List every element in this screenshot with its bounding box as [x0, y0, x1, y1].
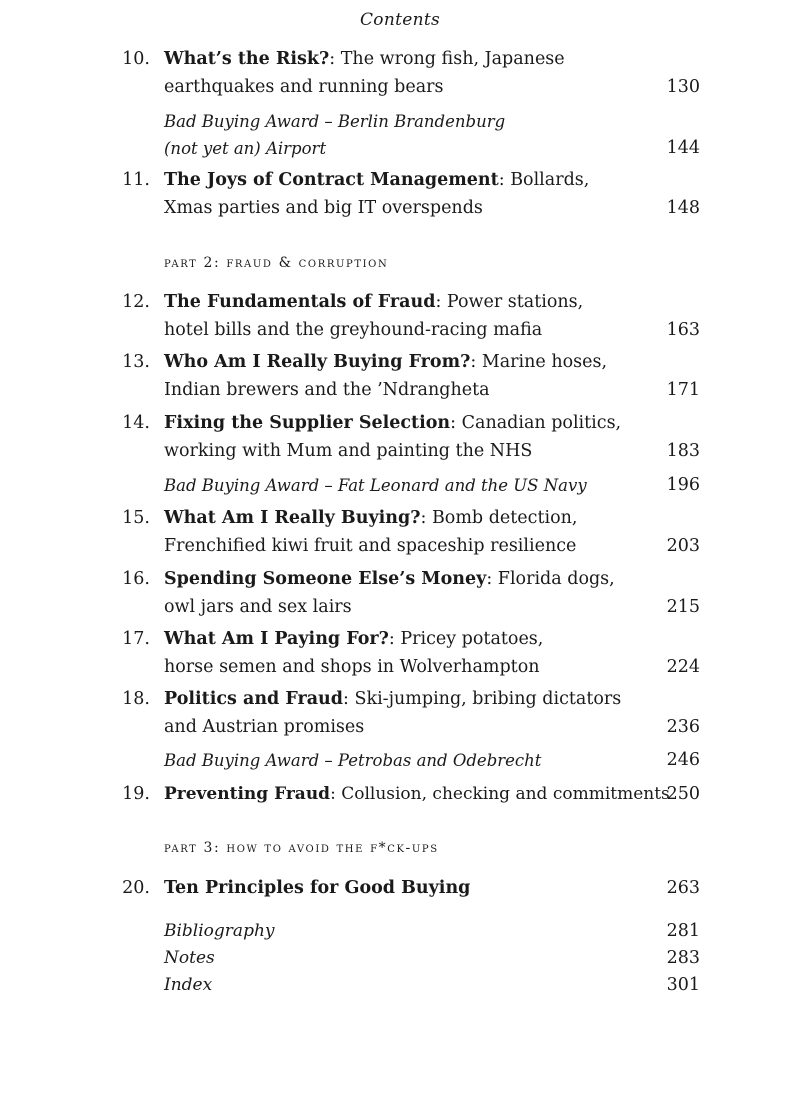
chapter-number: 20. [122, 878, 150, 898]
chapter-title-bold: Preventing Fraud [164, 784, 331, 804]
chapter-title [164, 505, 577, 532]
chapter-title [164, 349, 607, 376]
chapter-number: 13. [122, 352, 150, 372]
back-matter-label: Index [164, 975, 213, 995]
chapter-subtitle: : Canadian politics, [450, 413, 622, 433]
chapter-title-bold: Spending Someone Else’s Money [164, 569, 487, 589]
chapter-number: 17. [122, 629, 150, 649]
chapter-subtitle-line2: Indian brewers and the ’Ndrangheta [164, 380, 490, 400]
chapter-title [164, 289, 583, 316]
page-number: 246 [666, 750, 700, 770]
page-number: 148 [666, 198, 700, 218]
page-number: 196 [666, 475, 700, 495]
running-head: Contents [360, 10, 440, 30]
page-number: 203 [666, 536, 700, 556]
chapter-number: 16. [122, 569, 150, 589]
page-number: 301 [666, 975, 700, 995]
chapter-subtitle-line2: earthquakes and running bears [164, 77, 444, 97]
page-number: 171 [666, 380, 700, 400]
chapter-number: 19. [122, 784, 150, 804]
chapter-title [164, 875, 470, 902]
chapter-subtitle-line2: horse semen and shops in Wolverhampton [164, 657, 540, 677]
chapter-title-bold: Politics and Fraud [164, 689, 344, 709]
chapter-title-bold: The Joys of Contract Management [164, 170, 499, 190]
chapter-title-bold: The Fundamentals of Fraud [164, 292, 436, 312]
chapter-title-bold: Ten Principles for Good Buying [164, 878, 471, 898]
chapter-title [164, 167, 589, 194]
chapter-subtitle: : Ski-jumping, bribing dictators [343, 689, 622, 709]
chapter-title [164, 781, 670, 808]
page-number: 263 [666, 878, 700, 898]
chapter-subtitle: : Bomb detection, [420, 508, 578, 528]
chapter-subtitle-line2: Xmas parties and big IT overspends [164, 198, 483, 218]
back-matter-label: Notes [164, 948, 215, 968]
chapter-title-bold: What Am I Really Buying? [164, 508, 421, 528]
page-number: 224 [666, 657, 700, 677]
chapter-subtitle-line2: and Austrian promises [164, 717, 365, 737]
chapter-subtitle-line2: hotel bills and the greyhound-racing mafia [164, 320, 543, 340]
page-number: 283 [666, 948, 700, 968]
page-number: 130 [666, 77, 700, 97]
page-number: 250 [666, 784, 700, 804]
chapter-title-bold: Fixing the Supplier Selection [164, 413, 451, 433]
chapter-subtitle: : Pricey potatoes, [388, 629, 544, 649]
page-number: 144 [666, 138, 700, 158]
chapter-number: 10. [122, 49, 150, 69]
chapter-number: 11. [122, 170, 150, 190]
chapter-title [164, 686, 621, 713]
chapter-subtitle: : Bollards, [498, 170, 590, 190]
chapter-title [164, 46, 565, 73]
page-number: 215 [666, 597, 700, 617]
chapter-subtitle-line2: Frenchified kiwi fruit and spaceship resilience [164, 536, 577, 556]
chapter-number: 15. [122, 508, 150, 528]
chapter-title-bold: What Am I Paying For? [164, 629, 389, 649]
chapter-number: 14. [122, 413, 150, 433]
part-heading-3: part 3: how to avoid the f*ck-ups [164, 840, 439, 856]
chapter-subtitle: : The wrong fish, Japanese [329, 49, 565, 69]
page-number: 236 [666, 717, 700, 737]
chapter-title [164, 626, 543, 653]
chapter-title-bold: Who Am I Really Buying From? [164, 352, 471, 372]
award-title: Bad Buying Award – Berlin Brandenburg [164, 112, 506, 131]
award-title-line2: (not yet an) Airport [164, 139, 327, 158]
page-number: 163 [666, 320, 700, 340]
page-number: 183 [666, 441, 700, 461]
award-title: Bad Buying Award – Petrobas and Odebrecht [164, 751, 542, 770]
chapter-subtitle: : Collusion, checking and commitments [330, 784, 670, 804]
chapter-subtitle-line2: working with Mum and painting the NHS [164, 441, 533, 461]
chapter-title [164, 566, 615, 593]
chapter-subtitle: : Florida dogs, [486, 569, 615, 589]
part-heading-2: part 2: fraud & corruption [164, 255, 389, 271]
chapter-number: 18. [122, 689, 150, 709]
chapter-number: 12. [122, 292, 150, 312]
award-title: Bad Buying Award – Fat Leonard and the US Navy [164, 476, 587, 495]
chapter-title [164, 410, 621, 437]
chapter-subtitle: : Power stations, [435, 292, 584, 312]
page-number: 281 [666, 921, 700, 941]
chapter-title-bold: What’s the Risk? [164, 49, 330, 69]
chapter-subtitle: : Marine hoses, [470, 352, 608, 372]
chapter-subtitle-line2: owl jars and sex lairs [164, 597, 352, 617]
back-matter-label: Bibliography [164, 921, 275, 941]
